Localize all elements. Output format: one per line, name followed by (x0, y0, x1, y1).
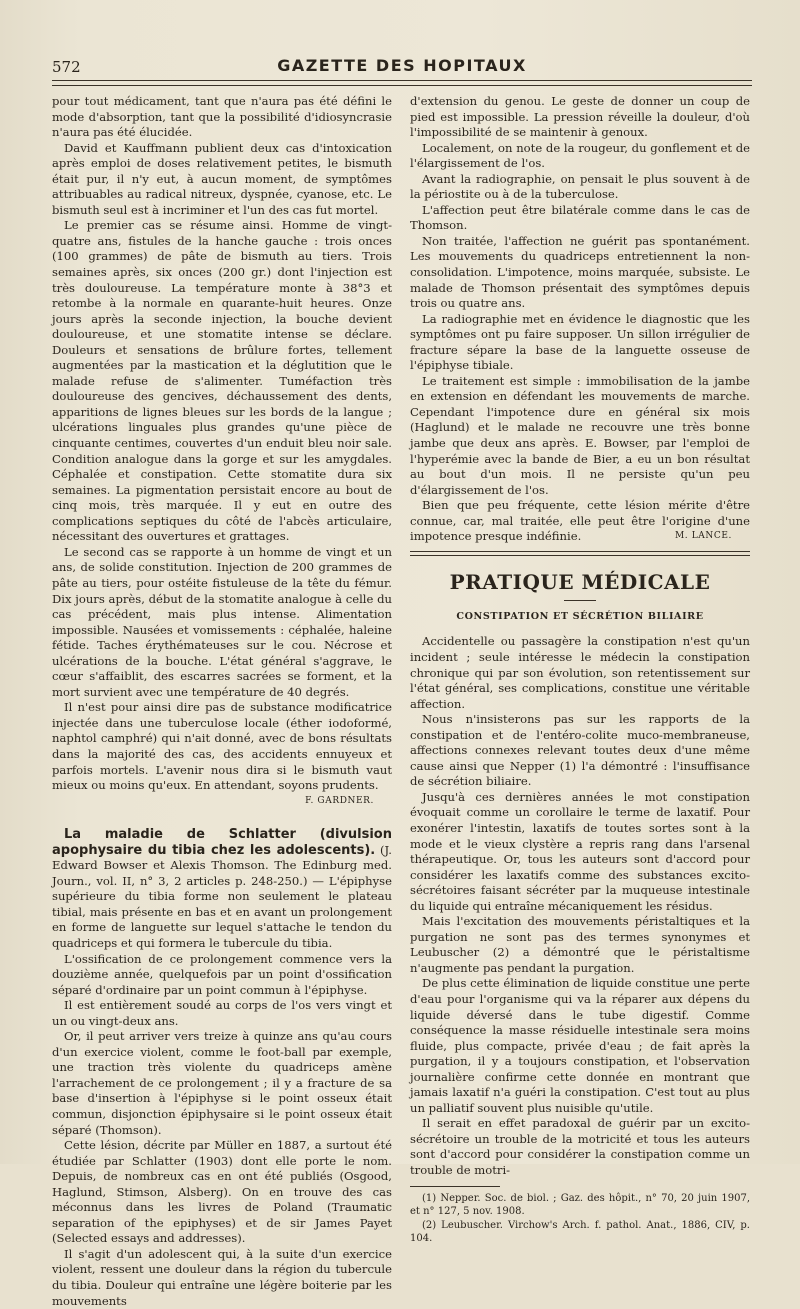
paragraph: Jusqu'à ces dernières années le mot constipation évoquait comme un corollaire le terme de laxatif. Pour exonérer l'intestin, laxatifs de toutes sortes sont à la mode et le vieux clystère a repris rang dans l'arsenal thérapeutique. Or, tous les auteurs sont d'accord pour considérer les laxatifs comme des substances excito-sécrétoires faisant sécréter par la muqueuse intestinale du liquide qui entraîne mécaniquement les résidus. (410, 789, 750, 913)
paragraph: L'affection peut être bilatérale comme dans le cas de Thomson. (410, 202, 750, 233)
paragraph: Mais l'excitation des mouvements péristaltiques et la purgation ne sont pas des termes synonymes et Leubuscher (2) a démontré que le péristaltisme n'augmente pas pendant la purgation. (410, 914, 750, 975)
section-separator (410, 551, 750, 556)
paragraph: Bien que peu fréquente, cette lésion mérite d'être connue, car, mal traitée, elle peut être l'origine d'une impotence presque indéfinie. M. LANCE. (410, 498, 750, 544)
signature: M. LANCE. (674, 531, 732, 542)
paragraph: Avant la radiographie, on pensait le plus souvent à de la périostite ou à de la tuberculose. (410, 171, 750, 202)
paragraph: Le premier cas se résume ainsi. Homme de vingt-quatre ans, fistules de la hanche gauche : trois onces (100 grammes) de pâte de bismuth au tiers. Trois semaines après, six onces (200 gr.) dont l'injection est très douloureuse. La température monte à 38°3 et retombe à la normale en quarante-huit heures. Onze jours après la seconde injection, la bouche devient douloureuse, et une stomatite intense se déclare. Douleurs et sensations de brûlure fortes, tellement augmentées par la mastication et la déglutition que le malade refuse de s'alimenter. Tuméfaction très douloureuse des gencives, déchaussement des dents, apparitions de lignes bleues sur les bords de la langue ; ulcérations linguales plus grandes qu'une pièce de cinquante centimes, couvertes d'un enduit bleu noir sale. Condition analogue dans la gorge et sur les amygdales. Céphalée et constipation. Cette stomatite dura six semaines. La pigmentation persistait encore au bout de cinq mois, très marquée. Il y eut en outre des complications septiques du côté de l'abcès articulaire, nécessitant des ouvertures et grattages. (52, 218, 392, 544)
paragraph: Il est entièrement soudé au corps de l'os vers vingt et un ou vingt-deux ans. (52, 998, 392, 1028)
paragraph: Accidentelle ou passagère la constipation n'est qu'un incident ; seule intéresse le médecin la constipation chronique qui par son évolution, son retentissement sur l'état général, ses complications, constitue une véritable affection. (410, 634, 750, 711)
paragraph: Il serait en effet paradoxal de guérir par un excito-sécrétoire un trouble de la motricité et tous les auteurs sont d'accord pour considérer la constipation comme un trouble de motri- (410, 1116, 750, 1177)
page-header (52, 56, 752, 80)
section-title: PRATIQUE MÉDICALE (449, 569, 711, 594)
paragraph: Non traitée, l'affection ne guérit pas spontanément. Les mouvements du quadriceps entretiennent la non-consolidation. L'impotence, moins marquée, subsiste. Le malade de Thomson présentait des symptômes depuis trois ou quatre ans. (410, 233, 750, 311)
article-title: La maladie de Schlatter (divulsion apophysaire du tibia chez les adolescents). (52, 827, 392, 858)
footnote: (2) Leubuscher. Virchow's Arch. f. pathol. Anat., 1886, CIV, p. 104. (410, 1219, 750, 1245)
right-column (410, 94, 750, 1246)
subsection-title: CONSTIPATION ET SÉCRÉTION BILIAIRE (456, 610, 704, 622)
footnote: (1) Nepper. Soc. de biol. ; Gaz. des hôpit., n° 70, 20 juin 1907, et n° 127, 5 nov. 1908. (410, 1192, 750, 1218)
paragraph: Localement, on note de la rougeur, du gonflement et de l'élargissement de l'os. (410, 140, 750, 171)
title-rule (564, 600, 596, 601)
header-rule (52, 80, 752, 86)
paragraph: Il s'agit d'un adolescent qui, à la suite d'un exercice violent, ressent une douleur dans la région du tubercule du tibia. Douleur qui entraîne une légère boiterie par les mouvements (52, 1246, 392, 1308)
paragraph: Il n'est pour ainsi dire pas de substance modificatrice injectée dans une tuberculose locale (éther iodoformé, naphtol camphré) qui n'ait donné, avec de bons résultats dans la majorité des cas, des accidents ennuyeux et parfois mortels. L'avenir nous dira si le bismuth vaut mieux ou moins qu'eux. En attendant, soyons prudents. F. GARDNER. (52, 700, 392, 793)
page-number: 572 (52, 58, 81, 76)
footnote-rule (410, 1186, 500, 1187)
paragraph: De plus cette élimination de liquide constitue une perte d'eau pour l'organisme qui va la réparer aux dépens du liquide déversé dans le tube digestif. Comme conséquence la masse résiduelle intestinale sera moins fluide, plus compacte, privée d'eau ; de fait après la purgation, il y a toujours constipation, et l'observation journalière confirme cette donnée en montrant que jamais laxatif n'a guéri la constipation. C'est tout au plus un palliatif souvent plus nuisible qu'utile. (410, 976, 750, 1115)
paragraph: L'ossification de ce prolongement commence vers la douzième année, quelquefois par un point d'ossification séparé d'ordinaire par un point commun à l'épiphyse. (52, 951, 392, 997)
paragraph: Or, il peut arriver vers treize à quinze ans qu'au cours d'un exercice violent, comme le foot-ball par exemple, une traction très violente du quadriceps amène l'arrachement de ce prolongement ; il y a fracture de sa base d'insertion à l'épiphyse si le point osseux était commun, disjonction épiphysaire si le point osseux était séparé (Thomson). (52, 1029, 392, 1137)
left-column (52, 94, 392, 1309)
paragraph: Le traitement est simple : immobilisation de la jambe en extension en défendant les mouvements de marche. Cependant l'impotence dure en général six mois (Haglund) et le malade ne recouvre une très bonne jambe que deux ans après. E. Bowser, par l'emploi de l'hyperémie avec la bande de Bier, a eu un bon résultat au bout d'un mois. Il ne persiste qu'un peu d'élargissement de l'os. (410, 373, 750, 497)
paragraph: Cette lésion, décrite par Müller en 1887, a surtout été étudiée par Schlatter (1903) dont elle porte le nom. Depuis, de nombreux cas en ont été publiés (Osgood, Haglund, Stimson, Alsberg). On en trouve des cas méconnus dans les livres de Poland (Traumatic separation of the epiphyses) et de sir James Payet (Selected essays and addresses). (52, 1138, 392, 1246)
running-title: GAZETTE DES HOPITAUX (277, 56, 527, 75)
article-lead (52, 827, 392, 951)
paragraph: pour tout médicament, tant que n'aura pas été défini le mode d'absorption, tant que la possibilité d'idiosyncrasie n'aura pas été élucidée. (52, 94, 392, 140)
paragraph: La radiographie met en évidence le diagnostic que les symptômes ont pu faire supposer. Un sillon irrégulier de fracture sépare la base de la languette osseuse de l'épiphyse tibiale. (410, 311, 750, 373)
footnotes (410, 1192, 750, 1246)
paragraph: Le second cas se rapporte à un homme de vingt et un ans, de solide constitution. Injection de 200 grammes de pâte au tiers, pour ostéite fistuleuse de la tête du fémur. Dix jours après, début de la stomatite analogue à celle du cas précédent, mais plus intense. Alimentation impossible. Nausées et vomissements : céphalée, haleine fétide. Taches érythémateuses sur le cou. Nécrose et ulcérations de la bouche. L'état général s'aggrave, le cœur s'affaiblit, des escarres sacrées se forment, et la mort survient avec une température de 40 degrés. (52, 544, 392, 699)
paragraph: Nous n'insisterons pas sur les rapports de la constipation et de l'entéro-colite muco-membraneuse, affections connexes relevant toutes deux d'une même cause ainsi que Nepper (1) l'a démontré : l'insuffisance de sécrétion biliaire. (410, 712, 750, 789)
paragraph: David et Kauffmann publient deux cas d'intoxication après emploi de doses relativement petites, le bismuth était pur, il n'y eut, à aucun moment, de symptômes attribuables au radical nitreux, dyspnée, cyanose, etc. Le bismuth seul est à incriminer et l'un des cas fut mortel. (52, 140, 392, 217)
article-citation: (J. Edward Bowser et Alexis Thomson. The Edinburg med. Journ., vol. II, n° 3, 2 articles p. 248-250.) — L'épiphyse supérieure du tibia forme non seulement le plateau tibial, mais présente en bas et en avant un prolongement en forme de languette sur lequel s'attache le tendon du quadriceps et qui formera le tubercule du tibia. (52, 842, 392, 950)
signature: F. GARDNER. (305, 795, 374, 806)
paragraph: d'extension du genou. Le geste de donner un coup de pied est impossible. La pression réveille la douleur, d'où l'impossibilité de se maintenir à genoux. (410, 94, 750, 140)
